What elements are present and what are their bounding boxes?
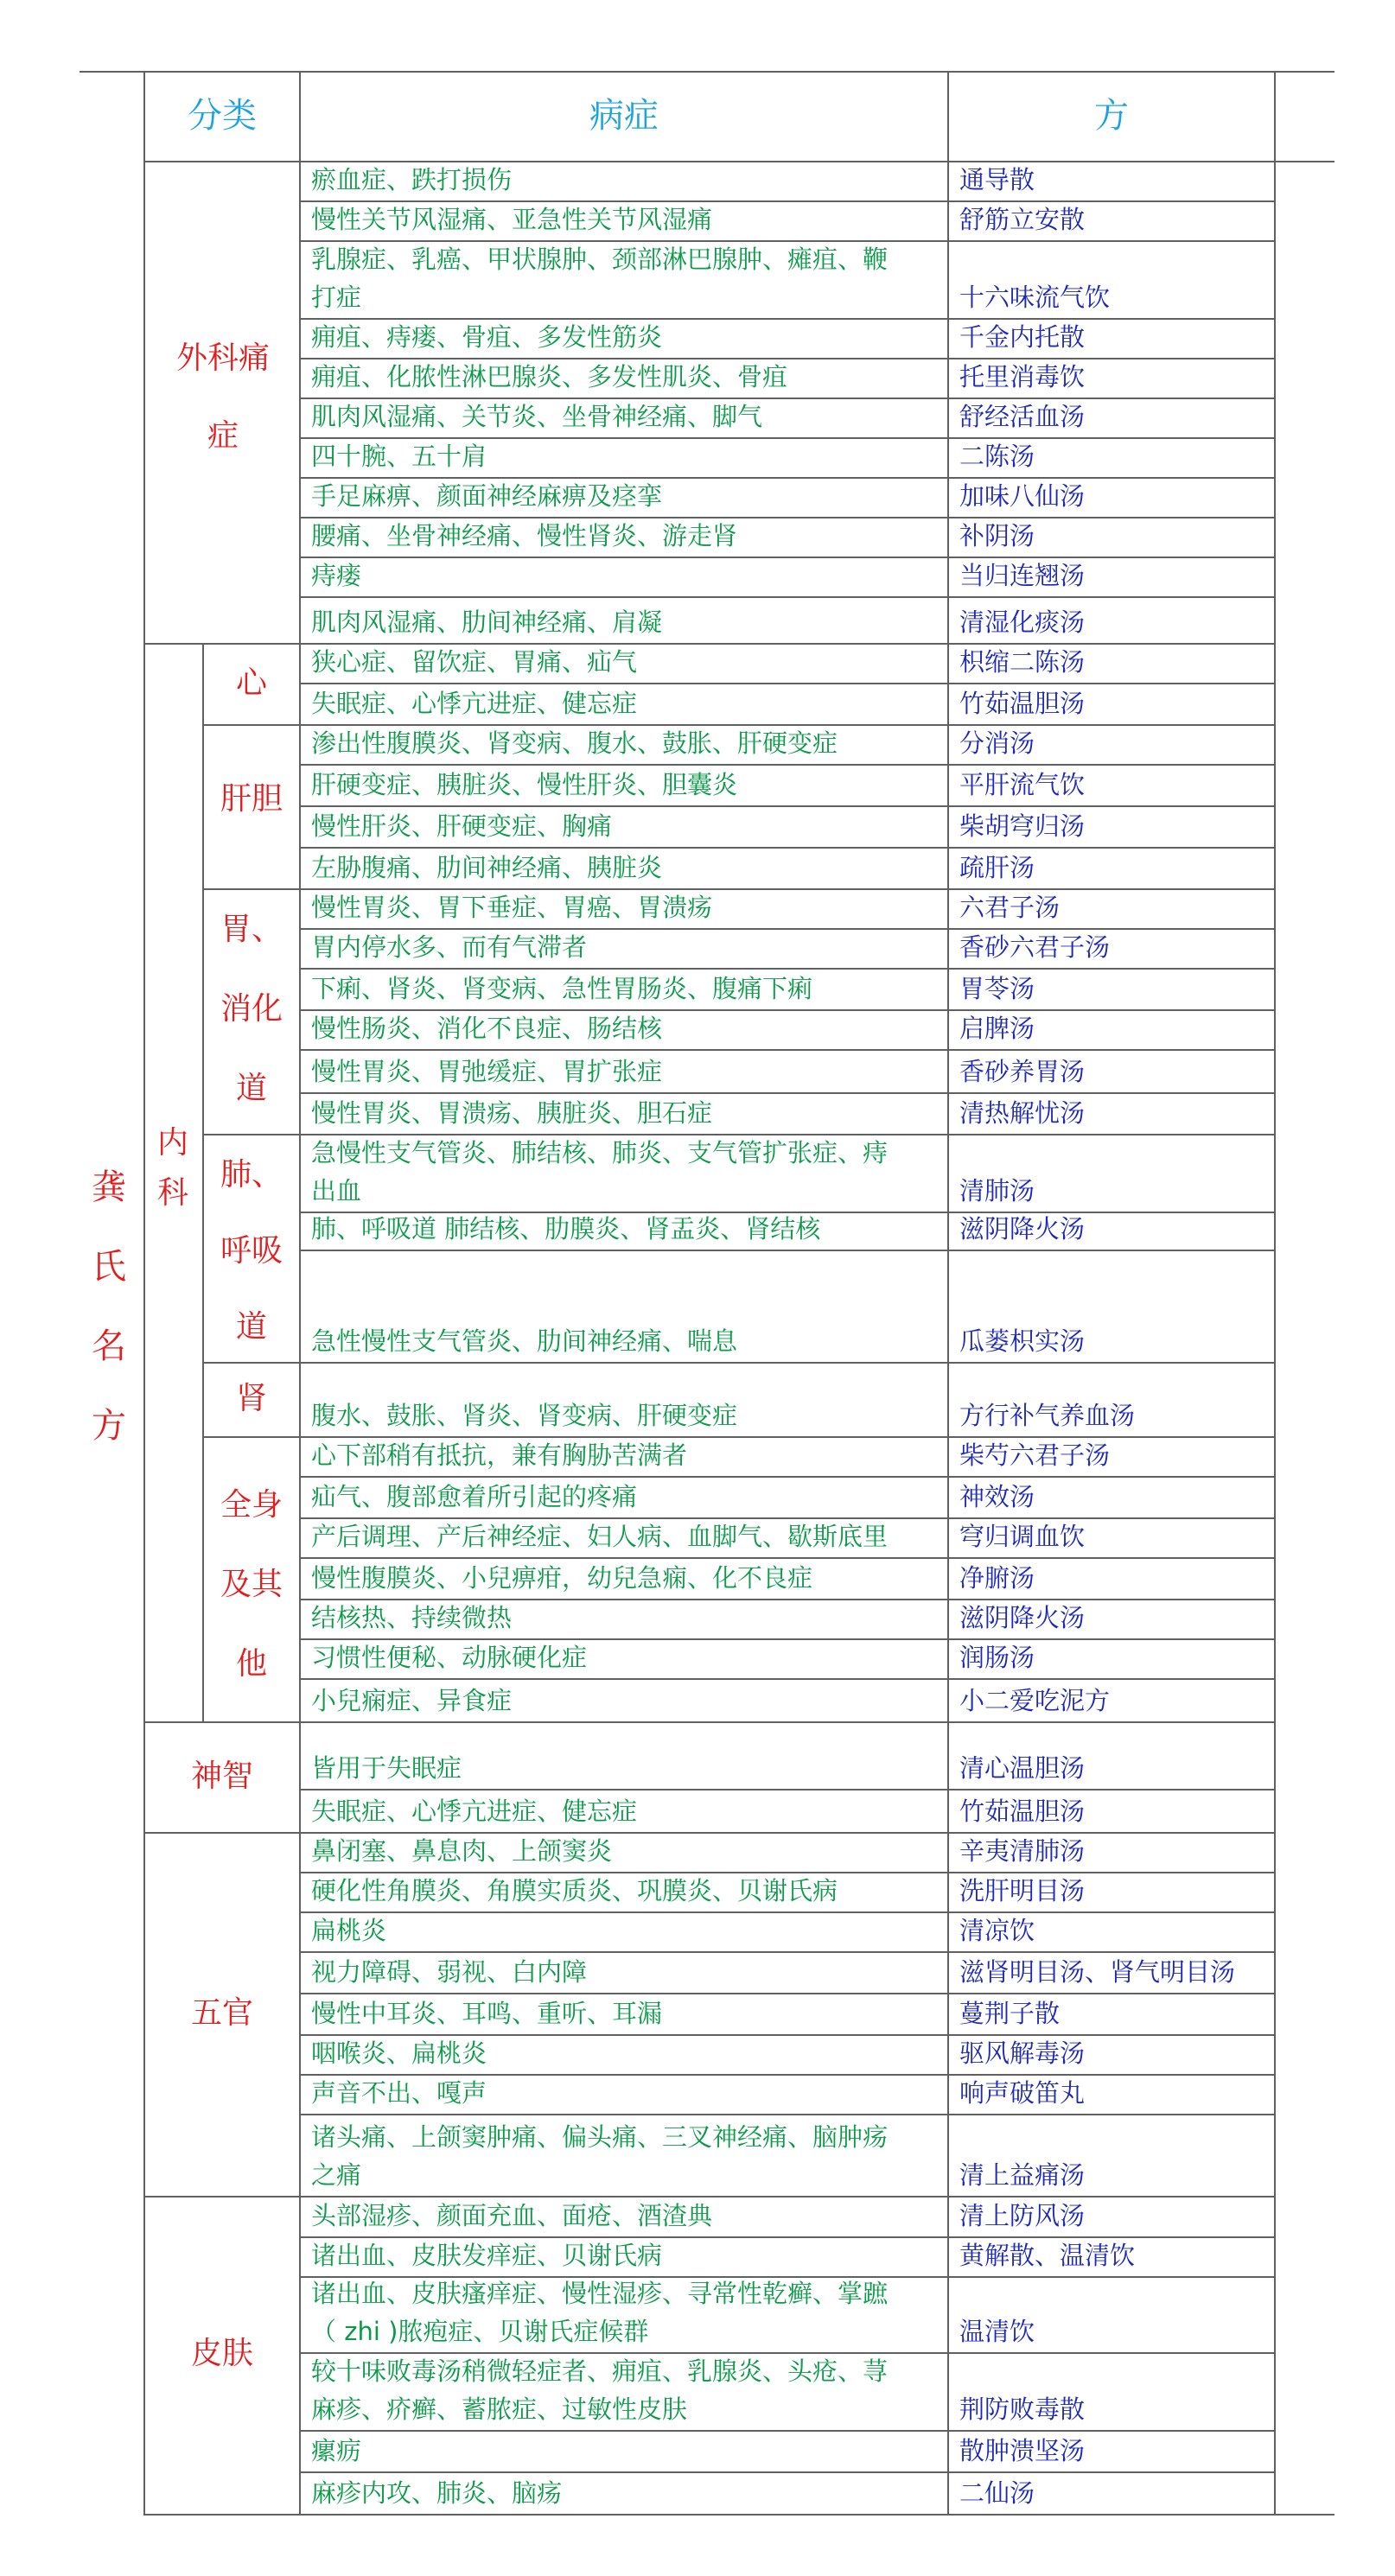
- formula-text: 六君子汤: [959, 893, 1061, 922]
- formula-text: 清上益痛汤: [959, 2160, 1086, 2190]
- symptom-text: 瘰疬: [311, 2436, 362, 2465]
- symptom-text: 慢性肠炎、消化不良症、肠结核: [311, 1014, 663, 1043]
- formula-text: 舒经活血汤: [959, 402, 1086, 431]
- outer-left-rule: [143, 71, 145, 2516]
- symptom-text: 乳腺症、乳癌、甲状腺肿、颈部淋巴腺肿、瘫疽、鞭: [311, 245, 889, 274]
- formula-text: 响声破笛丸: [959, 2078, 1086, 2108]
- symptom-text: 肌肉风湿痛、肋间神经痛、肩凝: [311, 607, 663, 637]
- shenzhi-bottom-rule: [143, 1832, 299, 1834]
- symptom-text: 诸出血、皮肤瘙痒症、慢性湿疹、寻常性乾癣、掌蹠: [311, 2279, 889, 2308]
- formula-text: 疏肝汤: [959, 853, 1035, 882]
- row-divider: [299, 1789, 1274, 1790]
- symptom-text: 慢性中耳炎、耳鸣、重听、耳漏: [311, 1999, 663, 2028]
- formula-text: 香砂养胃汤: [959, 1057, 1086, 1086]
- formula-text: 补阴汤: [959, 521, 1035, 550]
- formula-text: 穹归调血饮: [959, 1522, 1086, 1551]
- formula-text: 荆防败毒散: [959, 2395, 1086, 2424]
- formula-text: 香砂六君子汤: [959, 932, 1111, 962]
- symptom-text: 麻疹内攻、肺炎、脑疡: [311, 2478, 563, 2508]
- formula-text: 净腑汤: [959, 1563, 1035, 1593]
- formula-text: 清热解忧汤: [959, 1098, 1086, 1128]
- formula-text: 清上防风汤: [959, 2201, 1086, 2230]
- symptom-text: 手足麻痹、颜面神经麻痹及痉挛: [311, 481, 663, 511]
- symptom-text: 左胁腹痛、肋间神经痛、胰脏炎: [311, 853, 663, 882]
- symptom-text: 结核热、持续微热: [311, 1603, 513, 1632]
- header-category: 分类: [188, 96, 257, 136]
- neike-bottom-rule: [143, 1721, 299, 1723]
- symptom-text: 痈疽、痔瘘、骨疽、多发性筋炎: [311, 322, 663, 352]
- symptom-text: （ zhi )脓疱症、贝谢氏症候群: [311, 2317, 649, 2346]
- vertical-title-char: 氏: [92, 1247, 126, 1287]
- formula-text: 胃苓汤: [959, 974, 1035, 1003]
- symptom-text: 慢性关节风湿痛、亚急性关节风湿痛: [311, 205, 713, 234]
- row-divider: [299, 2471, 1274, 2473]
- formula-text: 分消汤: [959, 728, 1035, 758]
- row-divider: [299, 1362, 1274, 1364]
- group-wuguan: 五官: [190, 1995, 253, 2031]
- formula-text: 托里消毒饮: [959, 362, 1086, 391]
- formula-text: 舒筋立安散: [959, 205, 1086, 234]
- symptom-text: 诸头痛、上颌窦肿痛、偏头痛、三叉神经痛、脑肿疡: [311, 2122, 889, 2152]
- table-top-rule: [80, 71, 1334, 73]
- group-fei: 肺、呼吸道: [220, 1157, 283, 1345]
- formula-text: 平肝流气饮: [959, 770, 1086, 799]
- formula-text: 滋阴降火汤: [959, 1603, 1086, 1632]
- symptom-text: 慢性胃炎、胃弛缓症、胃扩张症: [311, 1057, 663, 1086]
- formula-rule: [947, 71, 949, 2516]
- formula-text: 柴胡穹归汤: [959, 811, 1086, 841]
- symptom-text: 视力障碍、弱视、白内障: [311, 1957, 588, 1987]
- formula-text: 当归连翘汤: [959, 561, 1086, 590]
- group-waike: 外科痛症: [175, 340, 270, 454]
- group-quanshen: 全身及其他: [220, 1487, 283, 1682]
- symptom-text: 下痢、肾炎、肾变病、急性胃肠炎、腹痛下痢: [311, 974, 813, 1003]
- symptom-text: 失眠症、心悸亢进症、健忘症: [311, 1797, 638, 1826]
- group-shen: 肾: [235, 1381, 267, 1416]
- symptom-text: 硬化性角膜炎、角膜实质炎、巩膜炎、贝谢氏病: [311, 1876, 838, 1905]
- formula-text: 神效汤: [959, 1482, 1035, 1511]
- formula-text: 柴芍六君子汤: [959, 1441, 1111, 1470]
- formula-text: 竹茹温胆汤: [959, 1797, 1086, 1826]
- formula-text: 通导散: [959, 165, 1035, 194]
- formula-text: 清湿化痰汤: [959, 607, 1086, 637]
- row-divider: [299, 1250, 1274, 1251]
- vertical-title-char: 龚: [92, 1167, 126, 1207]
- xin-bottom-rule: [202, 724, 299, 726]
- symptom-text: 胃内停水多、而有气滞者: [311, 932, 588, 962]
- formula-text: 二仙汤: [959, 2478, 1035, 2508]
- symptom-text: 腰痛、坐骨神经痛、慢性肾炎、游走肾: [311, 521, 738, 550]
- formula-text: 竹茹温胆汤: [959, 689, 1086, 718]
- vertical-title: [74, 1148, 143, 1466]
- header-symptoms: 病症: [589, 96, 659, 136]
- symptom-text: 声音不出、嘎声: [311, 2078, 487, 2108]
- formula-text: 十六味流气饮: [959, 283, 1111, 312]
- symptom-text: 打症: [311, 283, 362, 312]
- formula-text: 滋阴降火汤: [959, 1214, 1086, 1243]
- symptom-text: 肝硬变症、胰脏炎、慢性肝炎、胆囊炎: [311, 770, 738, 799]
- formula-text: 加味八仙汤: [959, 481, 1086, 511]
- symptom-text: 肌肉风湿痛、关节炎、坐骨神经痛、脚气: [311, 402, 763, 431]
- formula-text: 方行补气养血汤: [959, 1401, 1136, 1430]
- group-gandan: 肝胆: [220, 781, 283, 817]
- formula-text: 千金内托散: [959, 322, 1086, 352]
- formula-text: 温清饮: [959, 2317, 1035, 2346]
- row-divider: [299, 1721, 1274, 1723]
- row-divider: [299, 596, 1274, 598]
- wuguan-bottom-rule: [143, 2196, 299, 2198]
- symptom-text: 诸出血、皮肤发痒症、贝谢氏病: [311, 2241, 663, 2270]
- symptom-text: 之痛: [311, 2160, 362, 2190]
- row-divider: [299, 1678, 1274, 1680]
- vertical-title-char: 方: [92, 1406, 126, 1446]
- shen-bottom-rule: [202, 1436, 299, 1438]
- formula-text: 清肺汤: [959, 1176, 1035, 1205]
- symptom-text: 习惯性便秘、动脉硬化症: [311, 1643, 588, 1672]
- neike-label-char: 科: [156, 1175, 188, 1211]
- symptom-text: 狭心症、留饮症、胃痛、疝气: [311, 647, 638, 677]
- symptom-text: 痈疽、化脓性淋巴腺炎、多发性肌炎、骨疽: [311, 362, 788, 391]
- symptom-text: 鼻闭塞、鼻息肉、上颌窦炎: [311, 1836, 613, 1866]
- neike-label: [147, 1118, 199, 1218]
- formula-text: 清心温胆汤: [959, 1753, 1086, 1783]
- formula-text: 小二爱吃泥方: [959, 1686, 1111, 1715]
- header-formula: 方: [1094, 96, 1129, 136]
- symptom-text: 头部湿疹、颜面充血、面疮、酒渣典: [311, 2201, 713, 2230]
- symptom-text: 咽喉炎、扁桃炎: [311, 2039, 487, 2068]
- formula-text: 瓜蒌枳实汤: [959, 1326, 1086, 1356]
- symptom-text: 产后调理、产后神经症、妇人病、血脚气、歇斯底里: [311, 1522, 889, 1551]
- symptom-text: 扁桃炎: [311, 1916, 387, 1945]
- group-shenzhi: 神智: [190, 1759, 253, 1794]
- neike-label-char: 内: [156, 1125, 188, 1161]
- formula-text: 蔓荆子散: [959, 1999, 1061, 2028]
- formula-text: 枳缩二陈汤: [959, 647, 1086, 677]
- symptom-text: 渗出性腹膜炎、肾变病、腹水、鼓胀、肝硬变症: [311, 728, 838, 758]
- symptom-text: 慢性胃炎、胃溃疡、胰脏炎、胆石症: [311, 1098, 713, 1128]
- symptom-text: 痔瘘: [311, 561, 362, 590]
- symptom-text: 疝气、腹部愈着所引起的疼痛: [311, 1482, 638, 1511]
- symptom-text: 瘀血症、跌打损伤: [311, 165, 513, 194]
- symptom-text: 慢性肝炎、肝硬变症、胸痛: [311, 811, 613, 841]
- formula-text: 滋肾明目汤、肾气明目汤: [959, 1957, 1236, 1987]
- symptom-text: 急性慢性支气管炎、肋间神经痛、喘息: [311, 1326, 738, 1356]
- formula-text: 启脾汤: [959, 1014, 1035, 1043]
- symptom-text: 失眠症、心悸亢进症、健忘症: [311, 689, 638, 718]
- symptom-text: 急慢性支气管炎、肺结核、肺炎、支气管扩张症、痔: [311, 1138, 889, 1167]
- formula-text: 驱风解毒汤: [959, 2039, 1086, 2068]
- symptom-text: 肺、呼吸道 肺结核、肋膜炎、肾盂炎、肾结核: [311, 1214, 821, 1243]
- formula-text: 洗肝明目汤: [959, 1876, 1086, 1905]
- formula-text: 散肿溃坚汤: [959, 2436, 1086, 2465]
- row-divider: [299, 2114, 1274, 2115]
- symptom-text: 麻疹、疥癣、蓄脓症、过敏性皮肤: [311, 2395, 688, 2424]
- formula-text: 清凉饮: [959, 1916, 1035, 1945]
- right-rule: [1274, 71, 1276, 2516]
- symptom-text: 四十腕、五十肩: [311, 442, 487, 471]
- symptom-text: 慢性胃炎、胃下垂症、胃癌、胃溃疡: [311, 893, 713, 922]
- wei-bottom-rule: [202, 1134, 299, 1135]
- vertical-title-char: 名: [92, 1326, 126, 1366]
- table-bottom-rule: [143, 2514, 1334, 2516]
- symptom-text: 慢性腹膜炎、小兒痹疳，幼兒急痫、化不良症: [311, 1563, 813, 1593]
- symptom-text: 皆用于失眠症: [311, 1753, 462, 1783]
- formula-text: 二陈汤: [959, 442, 1035, 471]
- formula-text: 黄解散、温清饮: [959, 2241, 1136, 2270]
- symptom-text: 较十味败毒汤稍微轻症者、痈疽、乳腺炎、头疮、荨: [311, 2357, 889, 2386]
- symptom-text: 小兒痫症、异食症: [311, 1686, 513, 1715]
- formula-text: 辛夷清肺汤: [959, 1836, 1086, 1866]
- category-rule: [299, 71, 301, 2516]
- symptom-text: 腹水、鼓胀、肾炎、肾变病、肝硬变症: [311, 1401, 738, 1430]
- formula-text: 润肠汤: [959, 1643, 1035, 1672]
- row-divider: [299, 1049, 1274, 1051]
- group-wei: 胃、消化道: [220, 912, 283, 1106]
- group-xin: 心: [235, 665, 267, 701]
- symptom-text: 心下部稍有抵抗，兼有胸胁苦满者: [311, 1441, 688, 1470]
- group-pifu: 皮肤: [190, 2336, 253, 2371]
- symptom-text: 出血: [311, 1176, 362, 1205]
